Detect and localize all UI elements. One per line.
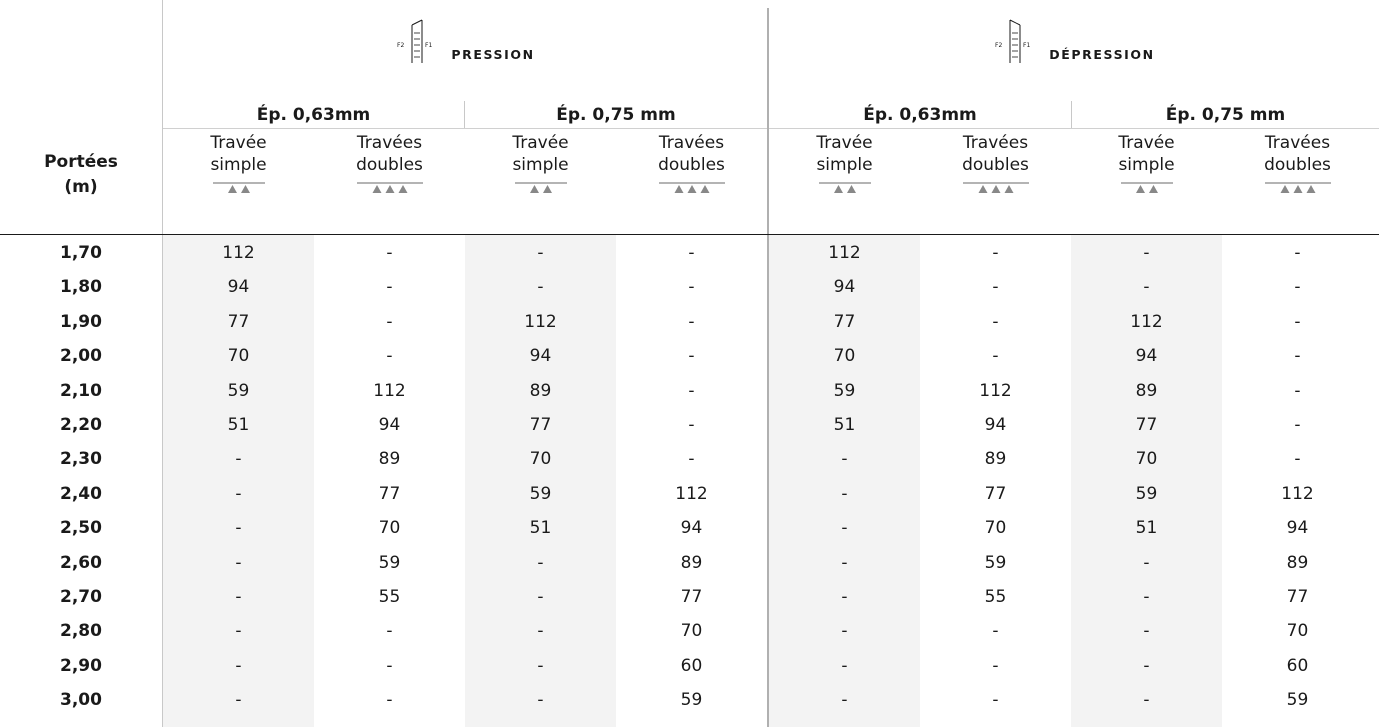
three-supports-icon: [963, 181, 1029, 195]
column-header-line2: simple: [1118, 155, 1175, 175]
table-cell: -: [688, 415, 695, 435]
row-span-label: 1,70: [60, 243, 102, 263]
table-cell: -: [537, 587, 544, 607]
table-cell: 59: [680, 690, 703, 711]
column-header-line2: simple: [816, 155, 873, 175]
table-cell: 89: [1135, 380, 1158, 401]
row-span-label: 3,00: [60, 690, 102, 711]
table-cell: 59: [1286, 690, 1309, 711]
table-cell: -: [1294, 243, 1301, 263]
support-triangle: [1149, 185, 1158, 193]
table-cell: 89: [680, 552, 703, 573]
table-cell: -: [537, 277, 544, 298]
table-cell: 59: [1135, 483, 1158, 504]
table-cell: -: [1294, 346, 1301, 367]
table-cell: -: [1294, 449, 1301, 470]
table-cell: -: [688, 449, 695, 470]
table-row: [0, 441, 1379, 475]
table-cell: -: [1143, 621, 1150, 642]
table-cell: 77: [378, 483, 401, 504]
column-header-1: [163, 132, 314, 232]
table-cell: 94: [378, 415, 401, 435]
row-span-label: 2,10: [60, 380, 102, 401]
depression-gauge-icon: [993, 19, 1039, 65]
table-row: [0, 476, 1379, 510]
table-cell: -: [1143, 587, 1150, 607]
gauge-label-f1: F1: [425, 42, 433, 49]
table-row: [0, 269, 1379, 303]
support-triangle: [372, 185, 381, 193]
table-cell: -: [688, 311, 695, 332]
table-cell: 51: [1135, 518, 1158, 539]
table-cell: -: [537, 621, 544, 642]
support-triangle: [674, 185, 683, 193]
table-cell: 77: [227, 311, 250, 332]
row-span-label: 1,80: [60, 277, 102, 298]
table-cell: -: [537, 243, 544, 263]
support-triangle: [228, 185, 237, 193]
table-cell: -: [235, 621, 242, 642]
support-triangle: [543, 185, 552, 193]
column-header-line2: doubles: [962, 155, 1029, 175]
table-cell: 112: [524, 311, 557, 332]
table-cell: 59: [227, 380, 250, 401]
three-supports-icon: [1265, 181, 1331, 195]
table-cell: 112: [1130, 311, 1163, 332]
table-cell: -: [992, 243, 999, 263]
support-triangle: [700, 185, 709, 193]
table-cell: 112: [373, 380, 406, 401]
group-header-depression: [769, 0, 1379, 100]
table-cell: 94: [680, 518, 703, 539]
column-header-line2: simple: [210, 155, 267, 175]
table-cell: -: [841, 587, 848, 607]
table-cell: -: [992, 311, 999, 332]
column-header-line1: Travée: [1118, 133, 1175, 153]
column-header-4: [616, 132, 767, 232]
table-cell: -: [537, 552, 544, 573]
two-supports-icon: [213, 181, 265, 195]
row-span-label: 2,80: [60, 621, 102, 642]
subheader-rule-left: [163, 128, 767, 129]
support-triangle: [991, 185, 1000, 193]
row-header-line2: (m): [64, 177, 98, 197]
table-cell: -: [235, 483, 242, 504]
table-cell: 70: [1286, 621, 1309, 642]
table-cell: 60: [680, 655, 703, 676]
table-cell: -: [992, 690, 999, 711]
column-header-6: [920, 132, 1071, 232]
table-cell: 70: [378, 518, 401, 539]
table-cell: 112: [979, 380, 1012, 401]
column-header-line1: Travées: [962, 133, 1029, 153]
table-cell: -: [235, 518, 242, 539]
two-supports-icon: [819, 181, 871, 195]
row-header-line1: Portées: [44, 152, 118, 172]
row-span-label: 2,50: [60, 518, 102, 539]
table-cell: -: [386, 346, 393, 367]
table-cell: 94: [529, 346, 552, 367]
column-header-2: [314, 132, 465, 232]
column-header-line1: Travées: [1264, 133, 1331, 153]
gauge-label-f1: F1: [1023, 42, 1031, 49]
table-cell: -: [841, 449, 848, 470]
support-triangle: [1293, 185, 1302, 193]
column-header-line1: Travées: [356, 133, 423, 153]
table-cell: -: [1294, 311, 1301, 332]
support-triangle: [1136, 185, 1145, 193]
table-cell: 70: [529, 449, 552, 470]
table-cell: -: [841, 483, 848, 504]
table-cell: -: [386, 690, 393, 711]
row-span-label: 2,40: [60, 483, 102, 504]
table-cell: 112: [675, 483, 708, 504]
table-cell: 77: [529, 415, 552, 435]
table-cell: 77: [984, 483, 1007, 504]
table-cell: 70: [680, 621, 703, 642]
table-cell: 77: [833, 311, 856, 332]
table-cell: -: [386, 277, 393, 298]
table-cell: 94: [984, 415, 1007, 435]
table-cell: 51: [833, 415, 856, 435]
table-cell: -: [537, 655, 544, 676]
table-cell: -: [992, 277, 999, 298]
table-cell: -: [1294, 277, 1301, 298]
column-header-line1: Travée: [816, 133, 873, 153]
table-cell: -: [235, 552, 242, 573]
group-title-pression: PRESSION: [451, 46, 535, 62]
table-cell: -: [235, 587, 242, 607]
table-row: [0, 338, 1379, 372]
table-cell: 59: [378, 552, 401, 573]
table-cell: -: [688, 346, 695, 367]
table-cell: -: [235, 690, 242, 711]
table-cell: 77: [1286, 587, 1309, 607]
table-cell: -: [841, 518, 848, 539]
table-cell: 55: [984, 587, 1007, 607]
pressure-gauge-icon: [395, 19, 441, 65]
table-cell: 77: [680, 587, 703, 607]
support-triangle: [687, 185, 696, 193]
gauge-label-f2: F2: [397, 42, 405, 49]
three-supports-icon: [357, 181, 423, 195]
column-header-line2: doubles: [356, 155, 423, 175]
table-cell: -: [386, 655, 393, 676]
subheader-rule-right: [769, 128, 1379, 129]
support-triangle: [530, 185, 539, 193]
support-triangle: [1004, 185, 1013, 193]
group-header-pression: [163, 0, 767, 100]
table-cell: -: [1143, 277, 1150, 298]
table-cell: 112: [1281, 483, 1314, 504]
table-cell: -: [992, 346, 999, 367]
table-cell: 70: [1135, 449, 1158, 470]
table-cell: 94: [1286, 518, 1309, 539]
thickness-header-1: Ép. 0,63mm: [256, 105, 371, 125]
thickness-header-4: Ép. 0,75 mm: [1165, 105, 1286, 125]
support-triangle: [834, 185, 843, 193]
table-cell: 89: [1286, 552, 1309, 573]
column-header-line1: Travée: [512, 133, 569, 153]
table-cell: 89: [984, 449, 1007, 470]
table-cell: -: [386, 243, 393, 263]
column-header-line1: Travée: [210, 133, 267, 153]
table-cell: 112: [828, 243, 861, 263]
table-row: [0, 613, 1379, 647]
table-cell: 89: [378, 449, 401, 470]
table-cell: 59: [529, 483, 552, 504]
table-cell: -: [537, 690, 544, 711]
table-cell: 70: [833, 346, 856, 367]
table-cell: 51: [529, 518, 552, 539]
table-cell: -: [992, 621, 999, 642]
row-span-label: 2,90: [60, 655, 102, 676]
row-span-label: 2,60: [60, 552, 102, 573]
row-span-label: 2,70: [60, 587, 102, 607]
table-cell: 70: [227, 346, 250, 367]
thickness-header-2: Ép. 0,75 mm: [556, 105, 676, 125]
column-header-7: [1071, 132, 1222, 232]
two-supports-icon: [515, 181, 567, 195]
table-cell: -: [688, 380, 695, 401]
column-header-line2: doubles: [1264, 155, 1331, 175]
table-row: [0, 235, 1379, 269]
row-span-label: 2,30: [60, 449, 102, 470]
support-triangle: [1306, 185, 1315, 193]
table-cell: -: [386, 311, 393, 332]
two-supports-icon: [1121, 181, 1173, 195]
column-header-8: [1222, 132, 1373, 232]
gauge-label-f2: F2: [995, 42, 1003, 49]
table-cell: 51: [227, 415, 250, 435]
table-cell: 60: [1286, 655, 1309, 676]
support-triangle: [398, 185, 407, 193]
table-cell: 89: [529, 380, 552, 401]
column-header-5: [769, 132, 920, 232]
table-cell: -: [1294, 380, 1301, 401]
table-cell: -: [235, 449, 242, 470]
column-header-line1: Travées: [658, 133, 725, 153]
table-cell: -: [841, 552, 848, 573]
row-span-label: 2,00: [60, 346, 102, 367]
table-cell: 94: [227, 277, 250, 298]
table-row: [0, 510, 1379, 544]
table-row: [0, 373, 1379, 407]
table-cell: -: [1143, 243, 1150, 263]
table-row: [0, 682, 1379, 716]
table-row: [0, 304, 1379, 338]
table-cell: -: [841, 621, 848, 642]
table-cell: -: [386, 621, 393, 642]
table-cell: 94: [1135, 346, 1158, 367]
row-header-label: [0, 150, 162, 200]
table-cell: 94: [833, 277, 856, 298]
table-cell: 59: [984, 552, 1007, 573]
table-cell: -: [688, 243, 695, 263]
row-span-label: 1,90: [60, 311, 102, 332]
row-span-label: 2,20: [60, 415, 102, 435]
table-cell: 59: [833, 380, 856, 401]
table-row: [0, 407, 1379, 441]
table-cell: -: [1143, 655, 1150, 676]
group-title-depression: DÉPRESSION: [1049, 46, 1155, 62]
column-header-line2: doubles: [658, 155, 725, 175]
column-header-line2: simple: [512, 155, 569, 175]
three-supports-icon: [659, 181, 725, 195]
support-triangle: [1280, 185, 1289, 193]
support-triangle: [978, 185, 987, 193]
thickness-header-3: Ép. 0,63mm: [863, 105, 977, 125]
table-cell: 112: [222, 243, 255, 263]
table-row: [0, 648, 1379, 682]
column-header-3: [465, 132, 616, 232]
support-triangle: [847, 185, 856, 193]
table-cell: 55: [378, 587, 401, 607]
table-cell: -: [1143, 552, 1150, 573]
table-row: [0, 579, 1379, 613]
table-cell: 77: [1135, 415, 1158, 435]
table-cell: -: [688, 277, 695, 298]
support-triangle: [385, 185, 394, 193]
support-triangle: [241, 185, 250, 193]
table-cell: -: [1294, 415, 1301, 435]
table-row: [0, 545, 1379, 579]
table-cell: -: [841, 655, 848, 676]
table-cell: 70: [984, 518, 1007, 539]
table-cell: -: [841, 690, 848, 711]
table-cell: -: [1143, 690, 1150, 711]
table-cell: -: [235, 655, 242, 676]
table-cell: -: [992, 655, 999, 676]
